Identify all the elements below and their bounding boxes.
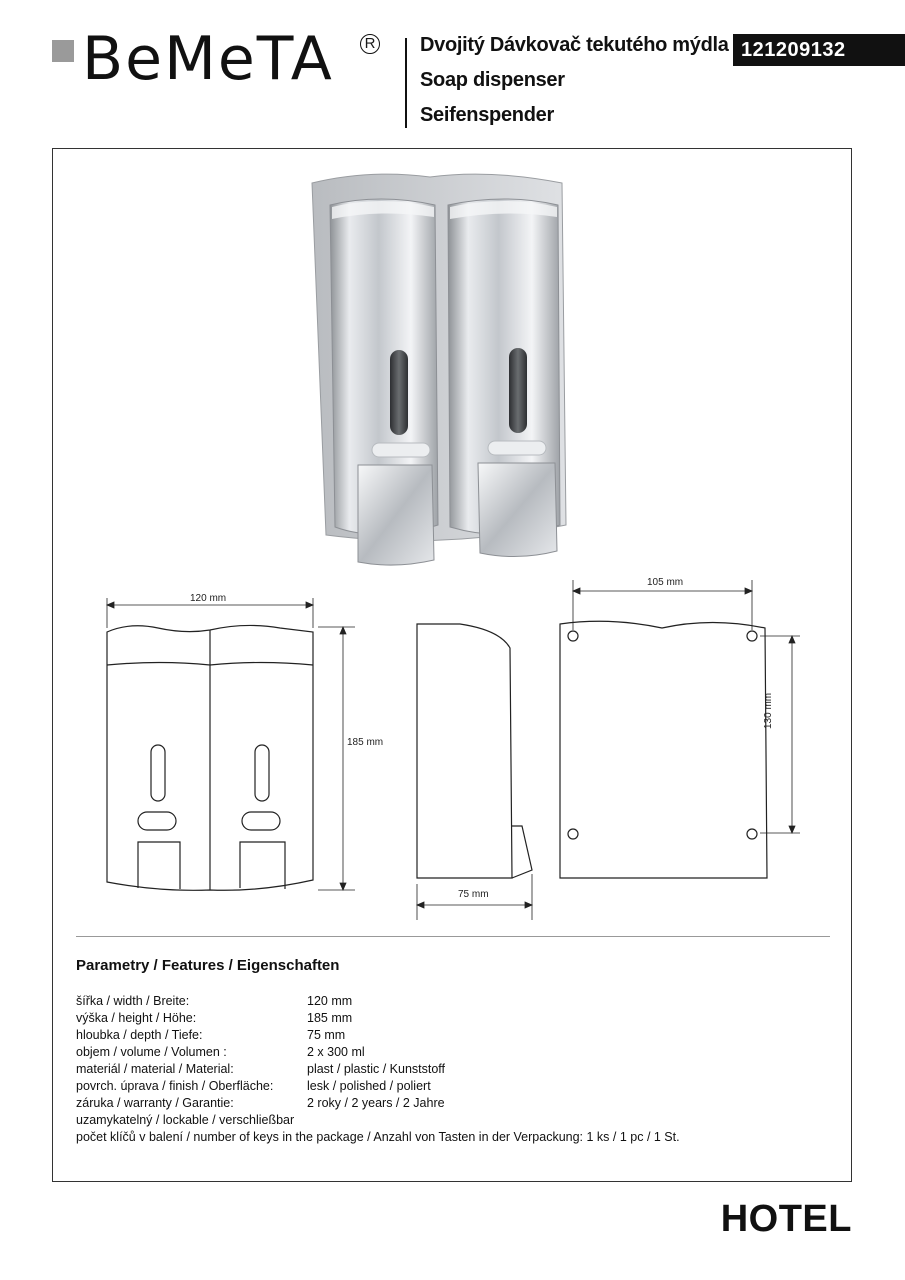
spec-value: 185 mm	[307, 1011, 353, 1025]
registered-mark: R	[360, 34, 380, 54]
spec-value: plast / plastic / Kunststoff	[307, 1062, 446, 1076]
spec-value: 2 x 300 ml	[307, 1045, 365, 1059]
dim-front-height: 185 mm	[347, 737, 384, 748]
features-title: Parametry / Features / Eigenschaften	[76, 957, 340, 974]
spec-row-warranty	[76, 1095, 680, 1112]
spec-table	[76, 993, 680, 1146]
spec-row-volume	[76, 1044, 680, 1061]
section-divider	[76, 936, 830, 937]
spec-label: hloubka / depth / Tiefe:	[76, 1028, 203, 1042]
spec-label: objem / volume / Volumen :	[76, 1045, 227, 1059]
spec-row-finish	[76, 1078, 680, 1095]
brand-logo: BeMeTA	[82, 24, 334, 94]
spec-lockable: uzamykatelný / lockable / verschließbar	[76, 1113, 295, 1127]
dim-back-width: 105 mm	[647, 577, 684, 588]
header-divider	[405, 38, 407, 128]
title-german: Seifenspender	[420, 104, 554, 126]
spec-row-width	[76, 993, 680, 1010]
logo-mark	[52, 40, 74, 62]
spec-row-depth	[76, 1027, 680, 1044]
spec-row-material	[76, 1061, 680, 1078]
title-english: Soap dispenser	[420, 69, 565, 91]
spec-label: výška / height / Höhe:	[76, 1011, 197, 1025]
spec-label: povrch. úprava / finish / Oberfläche:	[76, 1079, 274, 1093]
spec-label: materiál / material / Material:	[76, 1062, 234, 1076]
dim-side-depth: 75 mm	[458, 889, 489, 900]
product-code-badge: 121209132	[733, 34, 905, 66]
spec-value: 120 mm	[307, 994, 353, 1008]
technical-drawing	[0, 570, 905, 930]
spec-keys-count: počet klíčů v balení / number of keys in the package / Anzahl von Tasten in der Verpackung: 1 ks / 1 pc / 1 St.	[76, 1130, 680, 1144]
product-photo	[300, 165, 580, 575]
spec-label: šířka / width / Breite:	[76, 994, 190, 1008]
collection-name: HOTEL	[720, 1198, 852, 1240]
dim-back-height: 130 mm	[763, 692, 774, 729]
spec-row-height	[76, 1010, 680, 1027]
dim-front-width: 120 mm	[190, 593, 227, 604]
spec-label: záruka / warranty / Garantie:	[76, 1096, 234, 1110]
spec-value: 75 mm	[307, 1028, 346, 1042]
spec-value: 2 roky / 2 years / 2 Jahre	[307, 1096, 445, 1110]
side-outline	[417, 624, 512, 878]
back-outline	[560, 621, 767, 878]
spec-value: lesk / polished / poliert	[307, 1079, 431, 1093]
title-czech: Dvojitý Dávkovač tekutého mýdla	[420, 34, 729, 56]
